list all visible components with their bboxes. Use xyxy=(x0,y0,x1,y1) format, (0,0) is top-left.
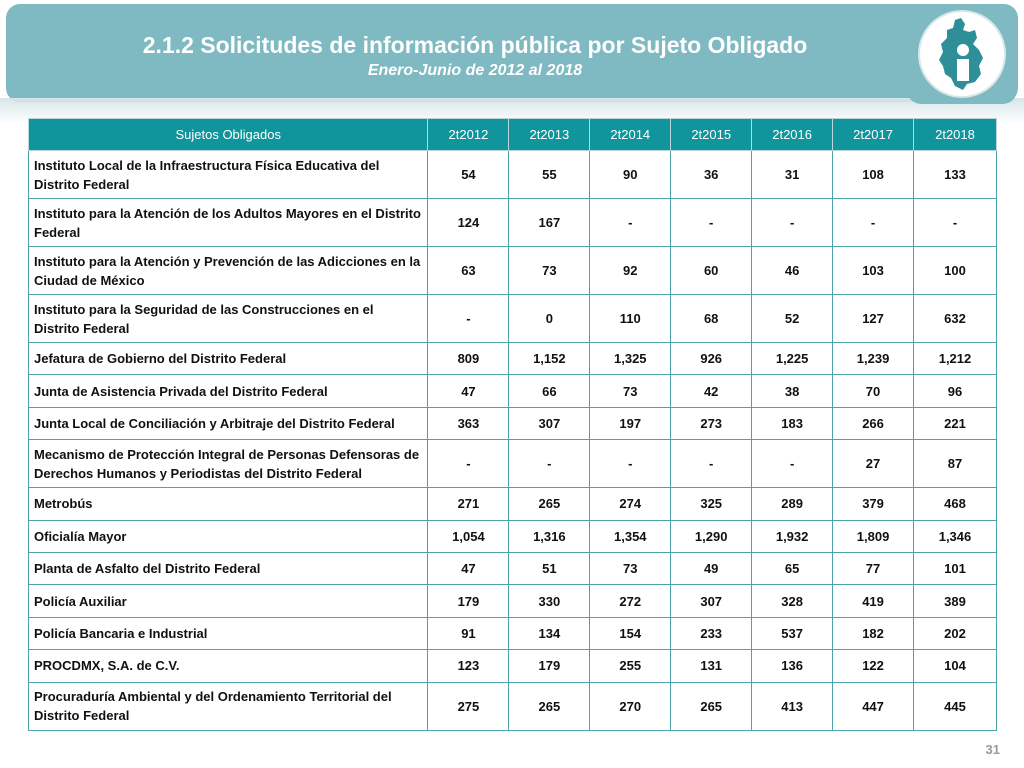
cell-value: 289 xyxy=(752,488,833,520)
row-name: Jefatura de Gobierno del Distrito Federal xyxy=(29,343,428,375)
row-name: Instituto para la Atención y Prevención de las Adicciones en la Ciudad de México xyxy=(29,247,428,295)
cell-value: 96 xyxy=(914,375,997,407)
cell-value: 123 xyxy=(428,650,509,682)
row-name: Instituto para la Seguridad de las Construcciones en el Distrito Federal xyxy=(29,295,428,343)
cell-value: 265 xyxy=(671,682,752,730)
cell-value: - xyxy=(752,440,833,488)
table-row xyxy=(29,682,997,730)
cell-value: - xyxy=(509,440,590,488)
cell-value: 1,932 xyxy=(752,520,833,552)
row-name: Junta Local de Conciliación y Arbitraje del Distrito Federal xyxy=(29,407,428,439)
cell-value: 182 xyxy=(833,617,914,649)
col-header-2t2016: 2t2016 xyxy=(752,119,833,151)
cell-value: 1,290 xyxy=(671,520,752,552)
cell-value: 55 xyxy=(509,151,590,199)
cell-value: 202 xyxy=(914,617,997,649)
cell-value: 275 xyxy=(428,682,509,730)
row-name: Instituto Local de la Infraestructura Física Educativa del Distrito Federal xyxy=(29,151,428,199)
table-row xyxy=(29,295,997,343)
cell-value: 272 xyxy=(590,585,671,617)
cdmx-info-icon xyxy=(917,8,1007,100)
table-row xyxy=(29,617,997,649)
cell-value: 38 xyxy=(752,375,833,407)
cell-value: 1,239 xyxy=(833,343,914,375)
cell-value: 1,054 xyxy=(428,520,509,552)
col-header-2t2018: 2t2018 xyxy=(914,119,997,151)
cell-value: 60 xyxy=(671,247,752,295)
cell-value: - xyxy=(428,440,509,488)
row-name: Instituto para la Atención de los Adultos Mayores en el Distrito Federal xyxy=(29,199,428,247)
cell-value: - xyxy=(752,199,833,247)
cell-value: 127 xyxy=(833,295,914,343)
table-row xyxy=(29,199,997,247)
cell-value: 47 xyxy=(428,375,509,407)
cell-value: 271 xyxy=(428,488,509,520)
cell-value: - xyxy=(914,199,997,247)
row-name: Oficialía Mayor xyxy=(29,520,428,552)
cell-value: 1,354 xyxy=(590,520,671,552)
cell-value: 328 xyxy=(752,585,833,617)
cell-value: 809 xyxy=(428,343,509,375)
cell-value: 233 xyxy=(671,617,752,649)
cell-value: - xyxy=(671,199,752,247)
cell-value: 274 xyxy=(590,488,671,520)
cell-value: 265 xyxy=(509,682,590,730)
cell-value: 1,225 xyxy=(752,343,833,375)
cell-value: 73 xyxy=(509,247,590,295)
cell-value: 379 xyxy=(833,488,914,520)
cell-value: 273 xyxy=(671,407,752,439)
cell-value: 133 xyxy=(914,151,997,199)
cell-value: 419 xyxy=(833,585,914,617)
cell-value: 47 xyxy=(428,552,509,584)
cell-value: - xyxy=(428,295,509,343)
col-header-2t2014: 2t2014 xyxy=(590,119,671,151)
table-row xyxy=(29,407,997,439)
col-header-2t2012: 2t2012 xyxy=(428,119,509,151)
table-row xyxy=(29,650,997,682)
cell-value: 87 xyxy=(914,440,997,488)
cell-value: - xyxy=(590,440,671,488)
table-row xyxy=(29,520,997,552)
cell-value: 413 xyxy=(752,682,833,730)
cell-value: 325 xyxy=(671,488,752,520)
cell-value: 0 xyxy=(509,295,590,343)
cell-value: 221 xyxy=(914,407,997,439)
cell-value: 154 xyxy=(590,617,671,649)
col-header-2t2015: 2t2015 xyxy=(671,119,752,151)
cell-value: 468 xyxy=(914,488,997,520)
cell-value: 270 xyxy=(590,682,671,730)
cell-value: 134 xyxy=(509,617,590,649)
cell-value: 91 xyxy=(428,617,509,649)
cell-value: 307 xyxy=(509,407,590,439)
cell-value: 266 xyxy=(833,407,914,439)
cell-value: 100 xyxy=(914,247,997,295)
cell-value: 66 xyxy=(509,375,590,407)
cell-value: 632 xyxy=(914,295,997,343)
cell-value: 167 xyxy=(509,199,590,247)
row-name: Junta de Asistencia Privada del Distrito Federal xyxy=(29,375,428,407)
cell-value: 104 xyxy=(914,650,997,682)
cell-value: 77 xyxy=(833,552,914,584)
cell-value: 73 xyxy=(590,375,671,407)
table-row xyxy=(29,151,997,199)
cell-value: 54 xyxy=(428,151,509,199)
cell-value: 49 xyxy=(671,552,752,584)
table-row xyxy=(29,440,997,488)
col-header-2t2017: 2t2017 xyxy=(833,119,914,151)
logo xyxy=(907,4,1017,104)
cell-value: 124 xyxy=(428,199,509,247)
cell-value: 36 xyxy=(671,151,752,199)
cell-value: 389 xyxy=(914,585,997,617)
cell-value: 108 xyxy=(833,151,914,199)
cell-value: 1,152 xyxy=(509,343,590,375)
cell-value: 103 xyxy=(833,247,914,295)
cell-value: 27 xyxy=(833,440,914,488)
table-row xyxy=(29,343,997,375)
cell-value: 1,809 xyxy=(833,520,914,552)
cell-value: 445 xyxy=(914,682,997,730)
cell-value: - xyxy=(833,199,914,247)
cell-value: 265 xyxy=(509,488,590,520)
cell-value: 68 xyxy=(671,295,752,343)
cell-value: 90 xyxy=(590,151,671,199)
cell-value: 1,325 xyxy=(590,343,671,375)
row-name: Policía Auxiliar xyxy=(29,585,428,617)
cell-value: 92 xyxy=(590,247,671,295)
cell-value: 51 xyxy=(509,552,590,584)
cell-value: 31 xyxy=(752,151,833,199)
row-name: Metrobús xyxy=(29,488,428,520)
cell-value: 255 xyxy=(590,650,671,682)
col-header-sujetos: Sujetos Obligados xyxy=(29,119,428,151)
cell-value: 73 xyxy=(590,552,671,584)
cell-value: - xyxy=(671,440,752,488)
table-row xyxy=(29,488,997,520)
row-name: Planta de Asfalto del Distrito Federal xyxy=(29,552,428,584)
cell-value: 131 xyxy=(671,650,752,682)
table-row xyxy=(29,375,997,407)
cell-value: 122 xyxy=(833,650,914,682)
col-header-2t2013: 2t2013 xyxy=(509,119,590,151)
row-name: Mecanismo de Protección Integral de Personas Defensoras de Derechos Humanos y Periodistas del Distrito Federal xyxy=(29,440,428,488)
cell-value: 447 xyxy=(833,682,914,730)
cell-value: 537 xyxy=(752,617,833,649)
cell-value: 42 xyxy=(671,375,752,407)
cell-value: 52 xyxy=(752,295,833,343)
page-number: 31 xyxy=(985,742,1000,757)
cell-value: 63 xyxy=(428,247,509,295)
cell-value: 179 xyxy=(428,585,509,617)
cell-value: 1,346 xyxy=(914,520,997,552)
table-row xyxy=(29,585,997,617)
cell-value: 1,212 xyxy=(914,343,997,375)
cell-value: 183 xyxy=(752,407,833,439)
cell-value: - xyxy=(590,199,671,247)
row-name: Policía Bancaria e Industrial xyxy=(29,617,428,649)
cell-value: 179 xyxy=(509,650,590,682)
cell-value: 1,316 xyxy=(509,520,590,552)
cell-value: 307 xyxy=(671,585,752,617)
cell-value: 110 xyxy=(590,295,671,343)
cell-value: 926 xyxy=(671,343,752,375)
cell-value: 136 xyxy=(752,650,833,682)
page-subtitle: Enero-Junio de 2012 al 2018 xyxy=(367,62,583,79)
cell-value: 65 xyxy=(752,552,833,584)
table-header-row xyxy=(29,119,997,151)
cell-value: 363 xyxy=(428,407,509,439)
row-name: Procuraduría Ambiental y del Ordenamiento Territorial del Distrito Federal xyxy=(29,682,428,730)
page-title: 2.1.2 Solicitudes de información pública por Sujeto Obligado xyxy=(142,32,808,58)
row-name: PROCDMX, S.A. de C.V. xyxy=(29,650,428,682)
cell-value: 46 xyxy=(752,247,833,295)
table-row xyxy=(29,247,997,295)
cell-value: 197 xyxy=(590,407,671,439)
cell-value: 70 xyxy=(833,375,914,407)
cell-value: 330 xyxy=(509,585,590,617)
cell-value: 101 xyxy=(914,552,997,584)
solicitudes-table xyxy=(28,118,997,731)
table-row xyxy=(29,552,997,584)
